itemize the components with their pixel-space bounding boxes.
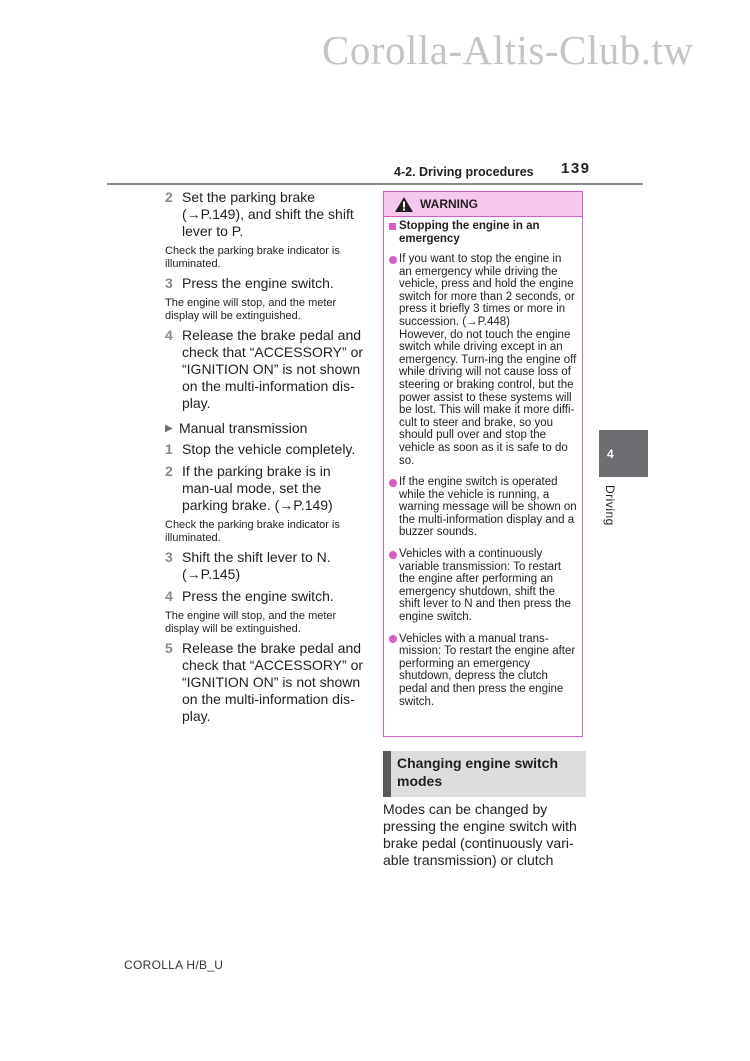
warning-item [389, 548, 577, 624]
warning-body [384, 217, 582, 708]
section-title: 4-2. Driving procedures [394, 165, 534, 179]
warning-box [383, 191, 583, 737]
warning-header [384, 192, 582, 217]
watermark: Corolla-Altis-Club.tw [322, 27, 694, 73]
step-text: Release the brake pedal and check that “ACCESSORY” or “IGNITION ON” is not shown on the multi-information dis-play. [182, 640, 364, 724]
step-text: Press the engine switch. [182, 588, 334, 604]
step-number: 5 [165, 640, 173, 656]
warning-item [389, 476, 577, 539]
step-number: 3 [165, 275, 173, 291]
note-text: The engine will stop, and the meter display will be extinguished. [165, 297, 337, 322]
note-text: Check the parking brake indicator is illuminated. [165, 519, 340, 544]
step-item [165, 463, 365, 514]
step-number: 4 [165, 327, 173, 343]
chapter-label: Driving [603, 485, 617, 526]
page-number: 139 [561, 160, 591, 177]
bullet-dot-icon [389, 551, 397, 559]
header-divider [107, 183, 643, 185]
chapter-number: 4 [607, 447, 614, 461]
bullet-dot-icon [389, 479, 397, 487]
step-item [165, 441, 365, 458]
step-text: Set the parking brake (→P.149), and shift the shift lever to P. [182, 189, 354, 239]
warning-triangle-icon [394, 196, 414, 213]
step-text: If the parking brake is in man-ual mode, set the parking brake. (→P.149) [182, 463, 333, 513]
warning-item [389, 253, 577, 467]
bullet-dot-icon [389, 635, 397, 643]
step-item [165, 327, 365, 412]
step-text: Release the brake pedal and check that “ACCESSORY” or “IGNITION ON” is not shown on the multi-information dis-play. [182, 327, 364, 411]
step-number: 3 [165, 549, 173, 565]
triangle-bullet-icon: ▶ [165, 423, 173, 434]
note-text: The engine will stop, and the meter display will be extinguished. [165, 610, 337, 635]
step-number: 2 [165, 189, 173, 205]
step-item [165, 588, 365, 605]
step-number: 4 [165, 588, 173, 604]
warning-item-text: However, do not touch the engine switch while driving except in an emergency. Turn-ing the engine off while driving will not cause loss of steering or braking control, but the power assist to these systems will be lost. This will make it more diffi-cult to steer and brake, so you should pull over and stop the vehicle as soon as it is safe to do so. [399, 328, 577, 467]
step-text: Stop the vehicle completely. [182, 441, 356, 457]
section-body: Modes can be changed by pressing the engine switch with brake pedal (continuously vari-able transmission) or clutch [383, 801, 577, 868]
warning-item [389, 633, 577, 709]
subsection-label: Manual transmission [179, 420, 308, 436]
step-number: 2 [165, 463, 173, 479]
step-text: Shift the shift lever to N. (→P.145) [182, 549, 331, 582]
note-text: Check the parking brake indicator is illuminated. [165, 245, 340, 270]
warning-item-text: If the engine switch is operated while the vehicle is running, a warning message will be shown on the multi-information display and a buzzer sounds. [399, 476, 577, 539]
step-number: 1 [165, 441, 173, 457]
step-item [165, 275, 365, 292]
chapter-tab [599, 430, 648, 477]
warning-title [389, 220, 577, 246]
step-item [165, 549, 365, 583]
step-item [165, 189, 365, 240]
bullet-dot-icon [389, 256, 397, 264]
warning-item-text: If you want to stop the engine in an emergency while driving the vehicle, press and hold the engine switch for more than 2 seconds, or press it briefly 3 times or more in succession. (→P.448) [399, 253, 575, 328]
warning-item-text: Vehicles with a manual trans-mission: To restart the engine after performing an emergency shutdown, depress the clutch pedal and then press the engine switch. [399, 632, 576, 708]
step-item [165, 640, 365, 725]
warning-item-text: Vehicles with a continuously variable transmission: To restart the engine after performing an emergency shutdown, shift the shift lever to N and then press the engine switch. [399, 548, 571, 624]
procedure-column [165, 189, 365, 730]
section-heading: Changing engine switch modes [383, 751, 586, 797]
subsection-heading [165, 420, 365, 437]
warning-label: WARNING [420, 197, 478, 211]
footer-code: COROLLA H/B_U [124, 958, 224, 972]
square-bullet-icon [389, 223, 396, 230]
warning-title-text: Stopping the engine in an emergency [399, 220, 540, 245]
step-text: Press the engine switch. [182, 275, 334, 291]
